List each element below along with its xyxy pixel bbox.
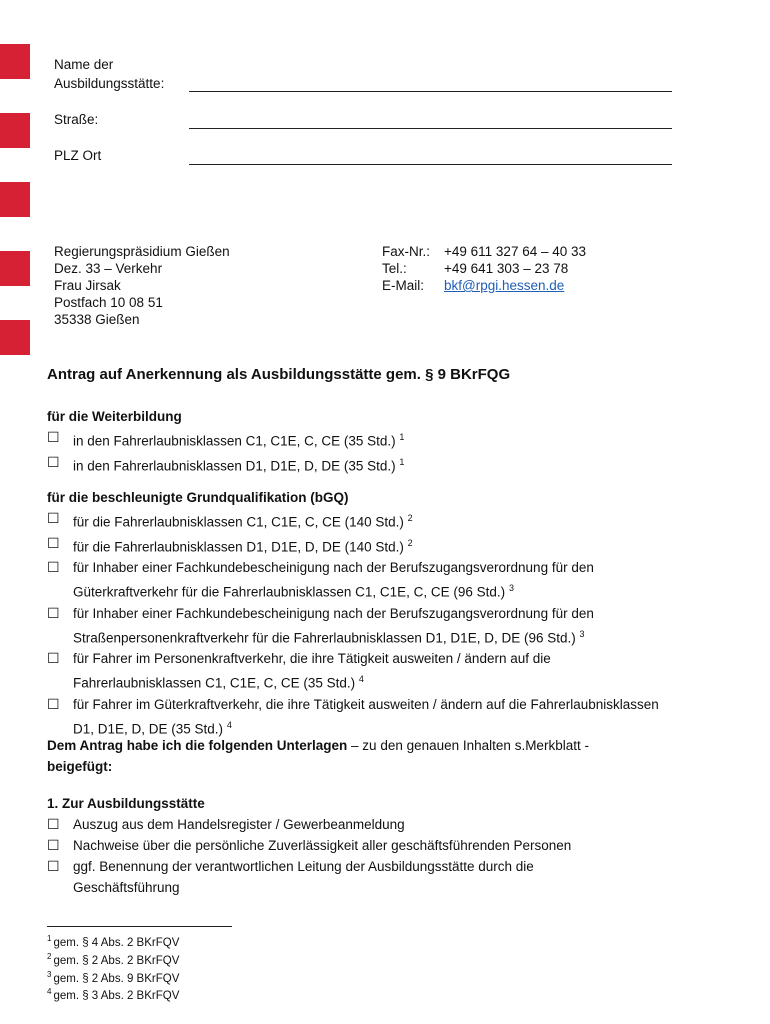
margin-mark xyxy=(0,320,30,355)
checkbox-label: für Inhaber einer Fachkundebescheinigung nach der Berufszugangsverordnung für den Güterkraftverkehr für die Fahrerlaubnisklassen C1, C1E, C, CE (96 Std.) $^3$ xyxy=(73,560,594,600)
checkbox-item xyxy=(47,856,627,898)
margin-mark xyxy=(0,251,30,286)
address-line: 35338 Gießen xyxy=(54,312,140,327)
checkbox[interactable]: ☐ xyxy=(47,559,60,575)
field-strasse xyxy=(54,110,672,132)
footnote: $^1$ gem. § 4 Abs. 2 BKrFQV xyxy=(47,934,180,949)
checkbox-item xyxy=(47,557,677,603)
attachments-note xyxy=(47,735,687,777)
section-heading: für die Weiterbildung xyxy=(47,409,182,424)
checkbox[interactable]: ☐ xyxy=(47,510,60,526)
fax-label: Fax-Nr.: xyxy=(382,244,431,259)
address-line: Frau Jirsak xyxy=(54,278,121,293)
checkbox-item xyxy=(47,508,677,533)
tel-label: Tel.: xyxy=(382,261,407,276)
field-label: Straße: xyxy=(54,112,99,127)
checkbox-label: für Fahrer im Personenkraftverkehr, die ihre Tätigkeit ausweiten / ändern auf die Fahrerlaubnisklassen C1, C1E, C, CE (35 Std.) $^4$ xyxy=(73,651,551,691)
note-normal: – zu den genauen Inhalten s.Merkblatt - xyxy=(347,738,589,753)
address-line: Postfach 10 08 51 xyxy=(54,295,163,310)
checkbox-item xyxy=(47,603,677,649)
footnote: $^3$ gem. § 2 Abs. 9 BKrFQV xyxy=(47,969,180,985)
field-label: Ausbildungsstätte: xyxy=(54,76,165,91)
checkbox-label: für Inhaber einer Fachkundebescheinigung nach der Berufszugangsverordnung für den Straßenpersonenkraftverkehr für die Fahrerlaubnisklassen D1, D1E, D, DE (96 Std.) $^3$ xyxy=(73,605,594,645)
email-link[interactable]: bkf@rpgi.hessen.de xyxy=(444,278,565,293)
checkbox[interactable]: ☐ xyxy=(47,453,60,470)
note-bold-end: beigefügt: xyxy=(47,759,113,774)
footnote: $^4$ gem. § 3 Abs. 2 BKrFQV xyxy=(47,987,180,1003)
section-heading: 1. Zur Ausbildungsstätte xyxy=(47,796,205,811)
checkbox[interactable]: ☐ xyxy=(47,534,60,551)
checkbox-item xyxy=(47,452,687,477)
checkbox-item xyxy=(47,427,687,452)
street-input-line[interactable] xyxy=(189,128,672,129)
name-input-line[interactable] xyxy=(189,91,672,92)
checkbox[interactable]: ☐ xyxy=(47,837,60,853)
margin-mark xyxy=(0,113,30,148)
address-line: Dez. 33 – Verkehr xyxy=(54,261,163,276)
checkbox-item xyxy=(47,835,687,856)
margin-mark xyxy=(0,182,30,217)
section-weiterbildung xyxy=(47,406,687,476)
section-bgq xyxy=(47,487,677,739)
section-heading: für die beschleunigte Grundqualifikation (bGQ) xyxy=(47,490,349,505)
checkbox-label: Nachweise über die persönliche Zuverlässigkeit aller geschäftsführenden Personen xyxy=(73,838,572,853)
checkbox-label: für die Fahrerlaubnisklassen D1, D1E, D, DE (140 Std.) $^2$ xyxy=(73,537,413,554)
checkbox[interactable]: ☐ xyxy=(47,429,60,445)
checkbox[interactable]: ☐ xyxy=(47,858,60,874)
email-label: E-Mail: xyxy=(382,278,425,293)
checkbox[interactable]: ☐ xyxy=(47,604,60,621)
checkbox-item xyxy=(47,648,677,694)
checkbox[interactable]: ☐ xyxy=(47,816,60,832)
checkbox-label: für die Fahrerlaubnisklassen C1, C1E, C, CE (140 Std.) $^2$ xyxy=(73,513,413,530)
recipient-address xyxy=(54,243,230,328)
checkbox-item xyxy=(47,533,677,558)
field-plz-ort xyxy=(54,146,672,168)
tel-value: +49 641 303 – 23 78 xyxy=(444,261,569,276)
checkbox[interactable]: ☐ xyxy=(47,650,60,666)
section-ausbildungsstaette xyxy=(47,793,687,898)
checkbox-label: in den Fahrerlaubnisklassen D1, D1E, D, DE (35 Std.) $^1$ xyxy=(73,456,405,473)
checkbox-label: in den Fahrerlaubnisklassen C1, C1E, C, CE (35 Std.) $^1$ xyxy=(73,432,405,449)
field-label: Name der xyxy=(54,57,114,72)
checkbox-label: für Fahrer im Güterkraftverkehr, die ihre Tätigkeit ausweiten / ändern auf die Fahrerlaubnisklassen D1, D1E, D, DE (35 Std.) $^4$ xyxy=(73,696,659,736)
city-input-line[interactable] xyxy=(189,164,672,165)
field-label: PLZ Ort xyxy=(54,148,102,163)
address-line: Regierungspräsidium Gießen xyxy=(54,244,230,259)
footnote-separator xyxy=(47,926,232,927)
footnote: $^2$ gem. § 2 Abs. 2 BKrFQV xyxy=(47,951,180,967)
checkbox-label: ggf. Benennung der verantwortlichen Leitung der Ausbildungsstätte durch die Geschäftsführung xyxy=(73,859,534,895)
contact-block xyxy=(382,243,586,294)
document-title: Antrag auf Anerkennung als Ausbildungsstätte gem. § 9 BKrFQG xyxy=(47,366,511,383)
fax-value: +49 611 327 64 – 40 33 xyxy=(444,244,587,259)
footnotes xyxy=(47,932,179,1003)
checkbox-label: Auszug aus dem Handelsregister / Gewerbeanmeldung xyxy=(73,817,405,832)
checkbox-item xyxy=(47,814,687,835)
note-bold: Dem Antrag habe ich die folgenden Unterlagen xyxy=(47,738,348,753)
margin-mark xyxy=(0,44,30,79)
field-name-ausbildungsstaette xyxy=(54,55,672,95)
checkbox-item xyxy=(47,694,677,740)
checkbox[interactable]: ☐ xyxy=(47,695,60,712)
